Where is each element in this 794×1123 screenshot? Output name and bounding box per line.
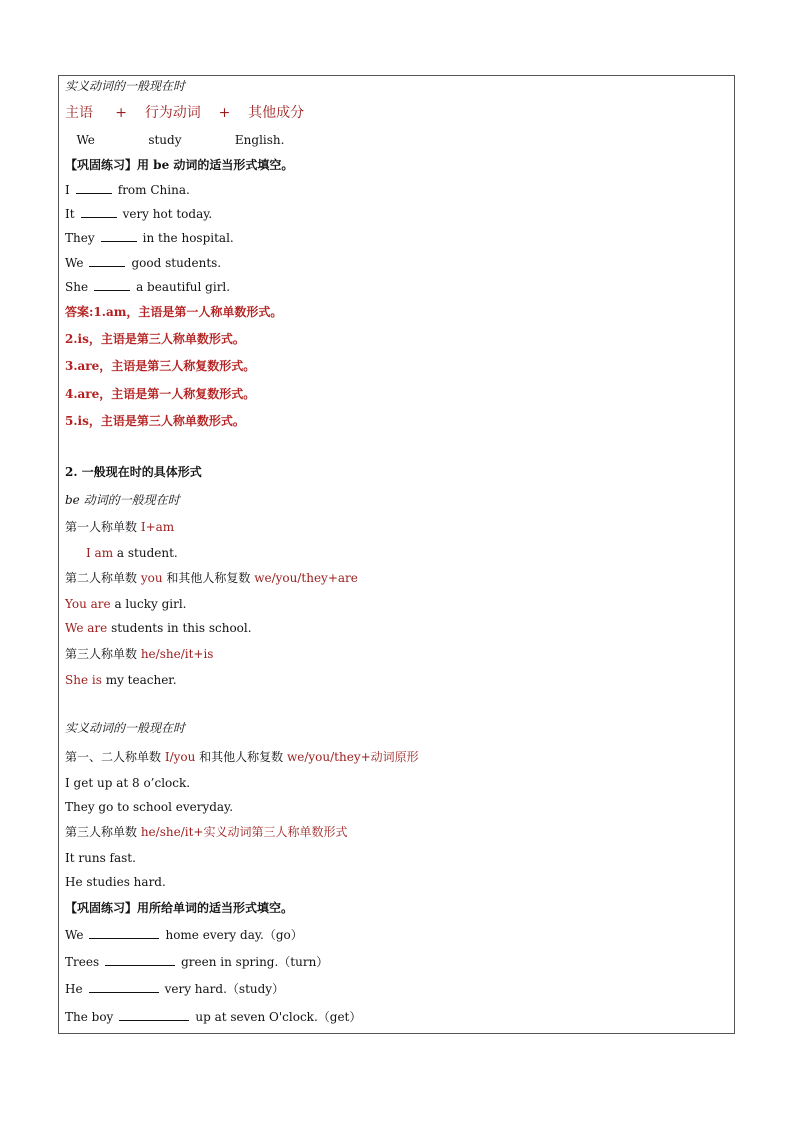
exercise-item: We good students. [65, 256, 222, 270]
rule-line: 第三人称单数 he/she/it+实义动词第三人称单数形式 [65, 825, 348, 839]
rule-form: he/she/it+is [140, 647, 214, 661]
answer-blank[interactable] [94, 279, 130, 291]
formula-other: 其他成分 [248, 105, 305, 121]
answer-blank[interactable] [89, 255, 125, 267]
example-sentence: He studies hard. [65, 875, 166, 889]
exercise-item: She a beautiful girl. [65, 280, 231, 294]
example-sentence: I get up at 8 o’clock. [65, 776, 191, 790]
answer-blank[interactable] [89, 927, 159, 939]
example-sentence: It runs fast. [65, 851, 136, 865]
answer-blank[interactable] [101, 230, 137, 242]
example-sentence: She is my teacher. [65, 673, 177, 687]
answer-line: 5.is，主语是第三人称单数形式。 [65, 414, 245, 428]
exercise-item: They in the hospital. [65, 231, 234, 245]
example-other: English. [234, 133, 285, 147]
rule-line: 第三人称单数 he/she/it+is [65, 647, 214, 661]
answer-blank[interactable] [119, 1009, 189, 1021]
answer-blank[interactable] [76, 182, 112, 194]
answer-line: 2.is，主语是第三人称单数形式。 [65, 332, 245, 346]
rule-form: we/you/they+are [254, 571, 358, 585]
exercise-item: Trees green in spring.（turn） [65, 955, 329, 969]
formula-subject: 主语 [65, 105, 93, 121]
subsection-title: be 动词的一般现在时 [65, 493, 180, 507]
section-title: 实义动词的一般现在时 [65, 79, 186, 93]
rule-form: he/she/it+实义动词第三人称单数形式 [140, 825, 348, 839]
rule-line: 第二人称单数 you 和其他人称复数 we/you/they+are [65, 571, 358, 585]
example-sentence: I am a student. [86, 546, 178, 560]
answer-blank[interactable] [81, 206, 117, 218]
subsection-title: 实义动词的一般现在时 [65, 721, 186, 735]
exercise-item: It very hot today. [65, 207, 213, 221]
practice-heading: 【巩固练习】用 be 动词的适当形式填空。 [65, 158, 294, 172]
rule-line: 第一人称单数 I+am [65, 520, 175, 534]
answer-blank[interactable] [89, 981, 159, 993]
example-sentence: We are students in this school. [65, 621, 252, 635]
rule-form: I+am [140, 520, 175, 534]
practice-heading: 【巩固练习】用所给单词的适当形式填空。 [65, 901, 294, 915]
example-verb: study [148, 133, 182, 147]
rule-line: 第一、二人称单数 I/you 和其他人称复数 we/you/they+动词原形 [65, 750, 419, 764]
formula-example [65, 132, 284, 148]
exercise-item: We home every day.（go） [65, 928, 303, 942]
exercise-item: I from China. [65, 183, 190, 197]
section-heading: 2. 一般现在时的具体形式 [65, 465, 202, 479]
answer-blank[interactable] [105, 954, 175, 966]
answer-line: 3.are，主语是第三人称复数形式。 [65, 359, 256, 373]
formula-line [65, 105, 304, 121]
formula-plus: + [115, 105, 127, 121]
example-sentence: You are a lucky girl. [65, 597, 187, 611]
exercise-item: He very hard.（study） [65, 982, 285, 996]
example-sentence: They go to school everyday. [65, 800, 234, 814]
answer-line: 4.are，主语是第一人称复数形式。 [65, 387, 256, 401]
rule-form: we/you/they+动词原形 [286, 750, 419, 764]
answer-line: 答案:1.am，主语是第一人称单数形式。 [65, 305, 283, 319]
exercise-item: The boy up at seven O'clock.（get） [65, 1010, 362, 1024]
example-subject: We [76, 133, 95, 147]
formula-verb: 行为动词 [144, 105, 201, 121]
formula-plus: + [218, 105, 231, 121]
